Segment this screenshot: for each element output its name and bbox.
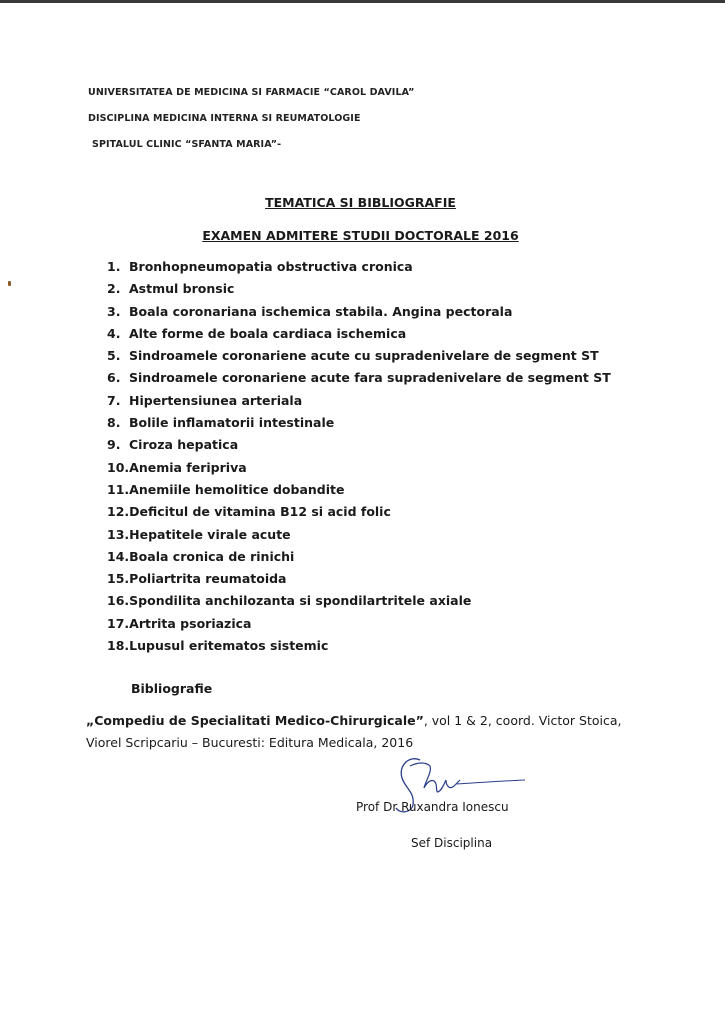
topic-text: Deficitul de vitamina B12 si acid folic — [129, 504, 391, 520]
topic-text: Hipertensiunea arteriala — [129, 392, 303, 408]
topic-item — [107, 635, 611, 657]
signatory-name: Prof Dr Ruxandra Ionescu — [356, 800, 509, 814]
topic-number: 8. — [107, 415, 121, 431]
topic-number: 12. — [107, 504, 130, 520]
topic-number: 14. — [107, 548, 130, 564]
topic-text: Spondilita anchilozanta si spondilartritele axiale — [129, 593, 472, 609]
topic-number: 11. — [107, 481, 130, 497]
topic-text: Poliartrita reumatoida — [129, 571, 287, 587]
topic-number: 17. — [107, 615, 130, 631]
topic-number: 16. — [107, 593, 130, 609]
topic-item — [107, 457, 611, 479]
discipline-name: DISCIPLINA MEDICINA INTERNA SI REUMATOLOGIE — [88, 113, 361, 124]
topic-number: 6. — [107, 370, 121, 386]
topic-item — [107, 345, 611, 367]
topic-text: Boala cronica de rinichi — [129, 548, 295, 564]
topic-number: 4. — [107, 325, 121, 341]
topic-text: Bronhopneumopatia obstructiva cronica — [129, 259, 413, 274]
topic-text: Anemiile hemolitice dobandite — [129, 481, 345, 497]
topic-item — [107, 501, 611, 523]
topic-item — [107, 367, 611, 389]
scan-top-border — [0, 0, 725, 3]
signatory-role: Sef Disciplina — [411, 836, 493, 850]
topic-item — [107, 256, 611, 278]
topic-item — [107, 479, 611, 501]
document-title: TEMATICA SI BIBLIOGRAFIE — [265, 195, 456, 210]
topic-item — [107, 568, 611, 590]
topic-item — [107, 434, 611, 456]
topic-text: Boala coronariana ischemica stabila. Angina pectorala — [129, 303, 513, 319]
topic-number: 1. — [107, 259, 121, 274]
topic-item — [107, 590, 611, 612]
topic-text: Artrita psoriazica — [129, 615, 252, 631]
topic-number: 7. — [107, 392, 121, 408]
topic-text: Ciroza hepatica — [129, 437, 239, 453]
topic-item — [107, 301, 611, 323]
topic-number: 15. — [107, 571, 130, 587]
book-title: „Compediu de Specialitati Medico-Chirurgicale” — [86, 713, 424, 728]
topic-text: Bolile inflamatorii intestinale — [129, 415, 335, 431]
bibliography-entry — [86, 710, 646, 754]
topic-list — [107, 256, 611, 657]
topic-number: 18. — [107, 638, 130, 654]
topic-number: 10. — [107, 459, 130, 475]
topic-number: 2. — [107, 281, 121, 297]
topic-text: Anemia feripriva — [129, 459, 247, 475]
topic-text: Lupusul eritematos sistemic — [129, 638, 329, 654]
topic-item — [107, 390, 611, 412]
bibliography-heading: Bibliografie — [131, 681, 213, 696]
topic-item — [107, 613, 611, 635]
topic-number: 3. — [107, 303, 121, 319]
topic-item — [107, 546, 611, 568]
topic-text: Sindroamele coronariene acute fara supradenivelare de segment ST — [129, 370, 611, 386]
topic-item — [107, 524, 611, 546]
topic-number: 5. — [107, 348, 121, 364]
book-details-line2: Viorel Scripcariu – Bucuresti: Editura Medicala, 2016 — [86, 735, 414, 750]
hospital-name: SPITALUL CLINIC “SFANTA MARIA”- — [92, 139, 282, 150]
topic-text: Astmul bronsic — [129, 281, 235, 297]
topic-text: Alte forme de boala cardiaca ischemica — [129, 325, 407, 341]
topic-item — [107, 278, 611, 300]
document-subtitle: EXAMEN ADMITERE STUDII DOCTORALE 2016 — [202, 228, 519, 243]
topic-item — [107, 323, 611, 345]
topic-text: Hepatitele virale acute — [129, 526, 291, 542]
topic-item — [107, 412, 611, 434]
topic-number: 13. — [107, 526, 130, 542]
book-details-line1: , vol 1 & 2, coord. Victor Stoica, — [423, 713, 622, 728]
university-name: UNIVERSITATEA DE MEDICINA SI FARMACIE “CAROL DAVILA” — [88, 87, 415, 98]
scan-speck — [8, 281, 11, 286]
topic-text: Sindroamele coronariene acute cu supradenivelare de segment ST — [129, 348, 599, 364]
topic-number: 9. — [107, 437, 121, 453]
